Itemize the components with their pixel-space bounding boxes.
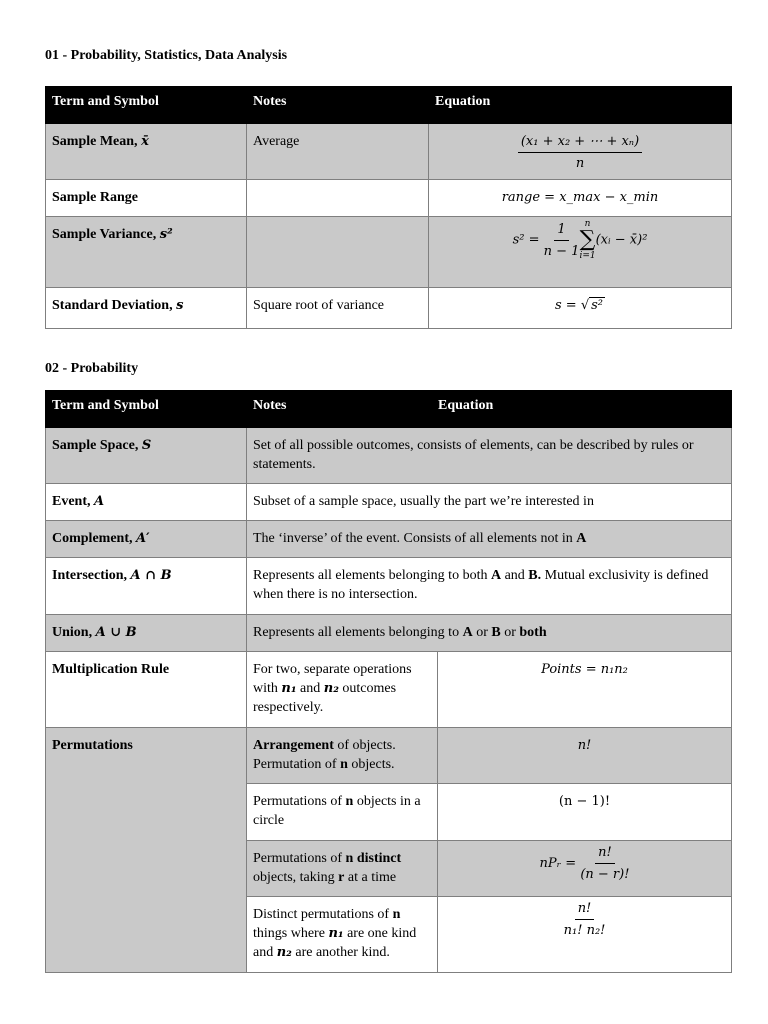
notes-cell: Represents all elements belonging to both A and B. Mutual exclusivity is defined when there is no intersection. xyxy=(247,558,732,615)
notes-cell: Represents all elements belonging to A or B or both xyxy=(247,615,732,652)
term-cell: Event, A xyxy=(46,484,247,521)
term-cell: Multiplication Rule xyxy=(46,652,247,728)
header-notes: Notes xyxy=(247,391,438,428)
header-notes: Notes xyxy=(247,87,429,124)
equation-cell: $\frac{\text{(x₁ + x₂ + ⋯ + xₙ)}}{n}$ xyxy=(429,124,732,180)
table-row xyxy=(46,428,732,484)
notes-cell: Subset of a sample space, usually the part we’re interested in xyxy=(247,484,732,521)
notes-cell: For two, separate operations with n₁ and n₂ outcomes respectively. xyxy=(247,652,438,728)
header-term: Term and Symbol xyxy=(46,391,247,428)
table-row xyxy=(46,217,732,288)
equation-cell: s = √ s² xyxy=(429,288,732,329)
probability-table xyxy=(45,390,732,973)
term-cell: Complement, A′ xyxy=(46,521,247,558)
notes-cell: Arrangement of objects. Permutation of n objects. xyxy=(247,728,438,784)
term-cell: Standard Deviation, s xyxy=(46,288,247,329)
table-header-row xyxy=(46,391,732,428)
equation-cell: nPᵣ = $\frac{n!}{(n - r)!}$ xyxy=(438,841,732,897)
term-cell: Intersection, A ∩ B xyxy=(46,558,247,615)
equation-cell: s² = $\frac{1}{n - 1}$ n ∑ i=1 (xᵢ − x̄)² xyxy=(429,217,732,288)
table-header-row xyxy=(46,87,732,124)
stats-table xyxy=(45,86,732,329)
table-row xyxy=(46,652,732,728)
notes-cell: Average xyxy=(247,124,429,180)
notes-cell: Permutations of n objects in a circle xyxy=(247,784,438,841)
equation-cell: Points = n₁n₂ xyxy=(438,652,732,728)
table-row xyxy=(46,615,732,652)
term-cell: Union, A ∪ B xyxy=(46,615,247,652)
table-row xyxy=(46,484,732,521)
notes-cell xyxy=(247,217,429,288)
table-row xyxy=(46,558,732,615)
section-2-title: 02 - Probability xyxy=(45,361,139,376)
notes-cell xyxy=(247,180,429,217)
term-cell: Permutations xyxy=(46,728,247,973)
equation-cell: $\frac{n!}{\text{n₁! n₂!}}$ xyxy=(438,897,732,973)
term-cell: Sample Range xyxy=(46,180,247,217)
notes-cell: Square root of variance xyxy=(247,288,429,329)
notes-cell: The ‘inverse’ of the event. Consists of all elements not in A xyxy=(247,521,732,558)
table-row xyxy=(46,288,732,329)
term-cell: Sample Variance, s² xyxy=(46,217,247,288)
table-row xyxy=(46,521,732,558)
header-equation: Equation xyxy=(438,391,732,428)
table-row xyxy=(46,180,732,217)
notes-cell: Permutations of n distinct objects, taking r at a time xyxy=(247,841,438,897)
equation-cell: (n − 1)! xyxy=(438,784,732,841)
notes-cell: Distinct permutations of n things where n₁ are one kind and n₂ are another kind. xyxy=(247,897,438,973)
term-cell: Sample Mean, x̄ xyxy=(46,124,247,180)
header-equation: Equation xyxy=(429,87,732,124)
equation-cell: range = x_max − x_min xyxy=(429,180,732,217)
section-1-title: 01 - Probability, Statistics, Data Analysis xyxy=(45,48,288,63)
equation-cell: n! xyxy=(438,728,732,784)
notes-cell: Set of all possible outcomes, consists of elements, can be described by rules or statements. xyxy=(247,428,732,484)
term-cell: Sample Space, S xyxy=(46,428,247,484)
table-row xyxy=(46,124,732,180)
header-term: Term and Symbol xyxy=(46,87,247,124)
table-row xyxy=(46,728,732,784)
